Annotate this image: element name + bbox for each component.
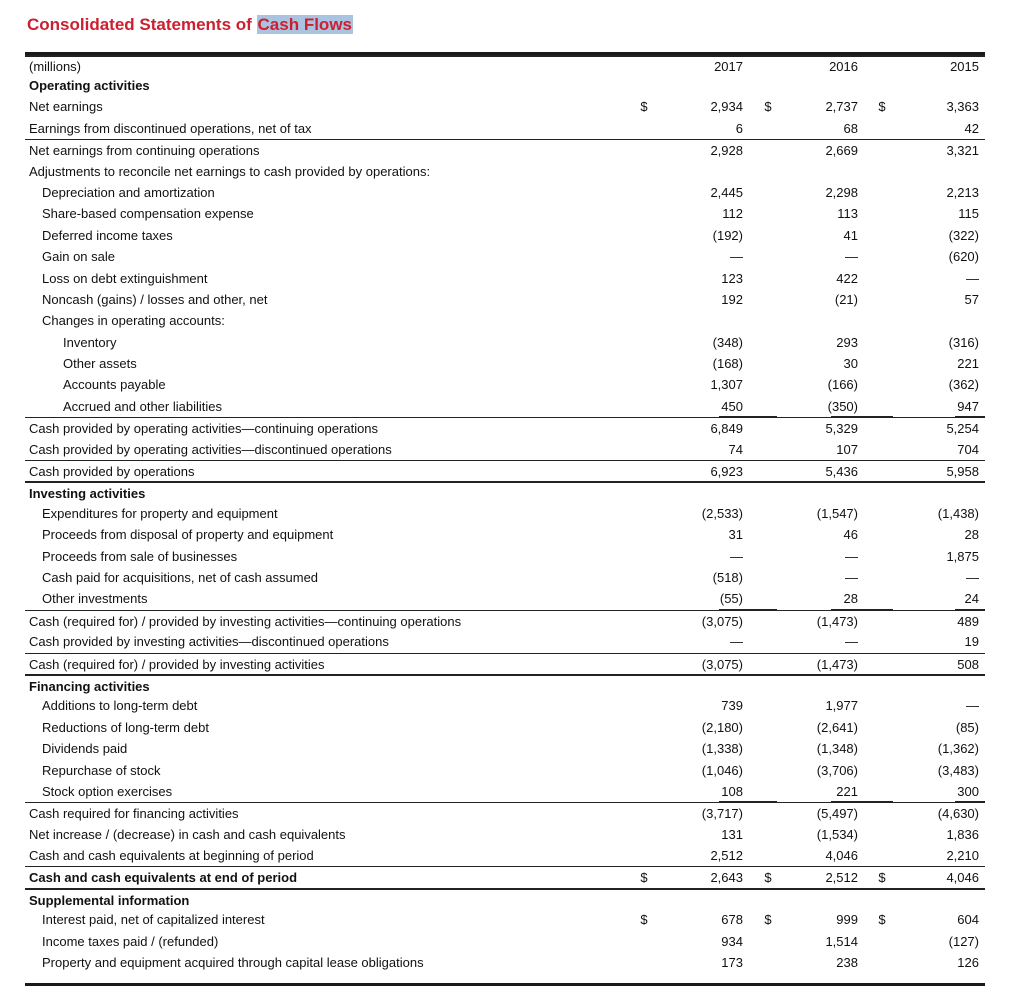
value-cell-2017: (3,075) (701, 613, 743, 629)
value-cell-2015: 57 (964, 291, 979, 307)
value-cell-2016: 4,046 (825, 848, 858, 864)
table-row (25, 439, 985, 460)
value-cell-2017: 123 (721, 270, 743, 286)
row-label: Cash and cash equivalents at beginning of period (29, 848, 314, 864)
table-row (25, 760, 985, 781)
value-cell-2016: 221 (836, 783, 858, 799)
table-row (25, 268, 985, 289)
row-label: Accrued and other liabilities (63, 398, 222, 414)
row-label: Other investments (42, 591, 148, 607)
table-row (25, 503, 985, 524)
value-cell-2017: 192 (721, 291, 743, 307)
value-cell-2015: (85) (955, 719, 979, 735)
value-cell-2015: 19 (964, 634, 979, 650)
value-cell-2017: 678 (721, 912, 743, 928)
value-cell-2015: (127) (948, 933, 979, 949)
table-row (25, 824, 985, 845)
value-cell-2017: (1,338) (701, 741, 743, 757)
row-label: Additions to long-term debt (42, 698, 198, 714)
table-row (25, 866, 985, 887)
cash-flow-table (25, 55, 985, 973)
table-row (25, 717, 985, 738)
value-cell-2017: 108 (721, 783, 743, 799)
value-cell-2015: — (966, 270, 979, 286)
value-cell-2017: 2,643 (710, 870, 743, 886)
currency-symbol: $ (764, 912, 772, 928)
value-cell-2017: (55) (719, 591, 743, 607)
value-cell-2016: 999 (836, 912, 858, 928)
value-cell-2016: — (845, 569, 858, 585)
value-cell-2017: (348) (712, 334, 743, 350)
row-label: Noncash (gains) / losses and other, net (42, 291, 268, 307)
table-row (25, 845, 985, 866)
value-cell-2016: 422 (836, 270, 858, 286)
value-cell-2016: — (845, 548, 858, 564)
table-row (25, 802, 985, 823)
currency-symbol: $ (764, 99, 772, 115)
table-row (25, 225, 985, 246)
value-cell-2015: 2,210 (946, 848, 979, 864)
row-label: Cash (required for) / provided by investing activities—continuing operations (29, 613, 462, 629)
currency-symbol: $ (640, 99, 648, 115)
row-label: Changes in operating accounts: (42, 313, 225, 329)
row-label: Cash provided by operating activities—continuing operations (29, 421, 379, 437)
currency-symbol: $ (640, 912, 648, 928)
value-cell-2017: 739 (721, 698, 743, 714)
table-row (25, 781, 985, 802)
value-cell-2015: 300 (957, 783, 979, 799)
value-cell-2015: 115 (958, 206, 979, 222)
table-row (25, 118, 985, 139)
value-cell-2015: 2,213 (946, 184, 979, 200)
value-cell-2016: 5,329 (825, 421, 858, 437)
statement-title (27, 15, 353, 35)
units-label: (millions) (29, 59, 81, 74)
value-cell-2016: — (845, 249, 858, 265)
row-label: Net earnings (29, 99, 103, 115)
row-label: Interest paid, net of capitalized interest (42, 912, 265, 928)
value-cell-2015: (1,438) (937, 505, 979, 521)
value-cell-2015: 704 (957, 441, 979, 457)
value-cell-2017: 131 (721, 826, 743, 842)
row-label: Proceeds from disposal of property and equipment (42, 527, 334, 543)
row-label: Cash paid for acquisitions, net of cash assumed (42, 569, 319, 585)
value-cell-2016: 46 (843, 527, 858, 543)
value-cell-2017: (1,046) (701, 762, 743, 778)
value-cell-2017: 2,928 (710, 143, 743, 159)
table-row (25, 460, 985, 481)
value-cell-2017: (518) (712, 569, 743, 585)
row-label: Expenditures for property and equipment (42, 505, 278, 521)
table-row (25, 310, 985, 331)
value-cell-2016: 5,436 (825, 464, 858, 480)
value-cell-2016: 2,298 (825, 184, 858, 200)
row-label: Stock option exercises (42, 783, 173, 799)
table-row (25, 952, 985, 973)
table-row (25, 695, 985, 716)
value-cell-2016: 2,737 (825, 99, 858, 115)
value-cell-2016: (350) (827, 398, 858, 414)
value-cell-2017: 1,307 (710, 377, 743, 393)
value-cell-2017: (2,533) (701, 505, 743, 521)
currency-symbol: $ (878, 912, 886, 928)
value-cell-2017: (3,717) (701, 806, 743, 822)
table-row (25, 546, 985, 567)
value-cell-2015: 5,958 (946, 464, 979, 480)
row-label: Dividends paid (42, 741, 128, 757)
value-cell-2017: (168) (712, 356, 743, 372)
row-label: Income taxes paid / (refunded) (42, 933, 219, 949)
value-cell-2016: (1,547) (816, 505, 858, 521)
title-prefix: Consolidated Statements of (27, 15, 257, 34)
table-bottom-rule (25, 983, 985, 986)
row-label: Cash provided by operating activities—discontinued operations (29, 441, 392, 457)
value-cell-2016: 107 (836, 441, 858, 457)
value-cell-2015: 42 (964, 120, 979, 136)
value-cell-2015: (3,483) (937, 762, 979, 778)
value-cell-2016: (1,534) (816, 826, 858, 842)
table-row (25, 417, 985, 438)
value-cell-2017: 2,445 (710, 184, 743, 200)
row-label: Other assets (63, 356, 137, 372)
value-cell-2016: 1,514 (825, 933, 858, 949)
row-label: Share-based compensation expense (42, 206, 254, 222)
table-row (25, 332, 985, 353)
row-label: Cash provided by investing activities—discontinued operations (29, 634, 389, 650)
value-cell-2016: (166) (827, 377, 858, 393)
value-cell-2016: (1,473) (816, 613, 858, 629)
value-cell-2015: 947 (957, 398, 979, 414)
row-label: Cash (required for) / provided by investing activities (29, 656, 325, 672)
value-cell-2017: 2,512 (710, 848, 743, 864)
row-label: Reductions of long-term debt (42, 719, 209, 735)
row-label: Cash required for financing activities (29, 806, 239, 822)
value-cell-2016: 2,669 (825, 143, 858, 159)
value-cell-2015: (316) (948, 334, 979, 350)
value-cell-2017: 6 (735, 120, 743, 136)
table-row (25, 139, 985, 160)
row-label: Loss on debt extinguishment (42, 270, 208, 286)
value-cell-2015: (362) (948, 377, 979, 393)
table-row (25, 396, 985, 417)
table-row (25, 289, 985, 310)
row-label: Accounts payable (63, 377, 166, 393)
value-cell-2017: 6,849 (710, 421, 743, 437)
year-header-2015: 2015 (950, 59, 979, 74)
value-cell-2017: 6,923 (710, 464, 743, 480)
value-cell-2017: 31 (728, 527, 743, 543)
table-row (25, 96, 985, 117)
value-cell-2016: 41 (843, 227, 858, 243)
value-cell-2015: 489 (957, 613, 979, 629)
row-label: Cash provided by operations (29, 464, 195, 480)
value-cell-2015: 1,836 (946, 826, 979, 842)
table-row (25, 374, 985, 395)
value-cell-2016: (1,348) (816, 741, 858, 757)
currency-symbol: $ (640, 870, 648, 886)
value-cell-2017: 74 (728, 441, 743, 457)
value-cell-2015: 4,046 (946, 870, 979, 886)
value-cell-2015: 3,363 (946, 99, 979, 115)
value-cell-2017: (3,075) (701, 656, 743, 672)
row-label: Depreciation and amortization (42, 184, 215, 200)
table-row (25, 481, 985, 502)
row-label: Financing activities (29, 678, 150, 694)
table-row (25, 203, 985, 224)
table-row (25, 524, 985, 545)
value-cell-2015: 508 (957, 656, 979, 672)
title-highlighted-text[interactable]: Cash Flows (257, 15, 352, 34)
currency-symbol: $ (878, 99, 886, 115)
row-label: Net increase / (decrease) in cash and cash equivalents (29, 826, 346, 842)
table-row (25, 161, 985, 182)
value-cell-2015: (1,362) (937, 741, 979, 757)
value-cell-2016: — (845, 634, 858, 650)
value-cell-2017: 112 (722, 206, 743, 222)
row-label: Repurchase of stock (42, 762, 161, 778)
value-cell-2016: (5,497) (816, 806, 858, 822)
table-row (25, 653, 985, 674)
value-cell-2017: (192) (712, 227, 743, 243)
value-cell-2017: — (730, 249, 743, 265)
year-header-2017: 2017 (714, 59, 743, 74)
value-cell-2016: 30 (843, 356, 858, 372)
value-cell-2017: 2,934 (710, 99, 743, 115)
row-label: Adjustments to reconcile net earnings to cash provided by operations: (29, 163, 431, 179)
table-row (25, 182, 985, 203)
value-cell-2015: 3,321 (946, 143, 979, 159)
row-label: Investing activities (29, 486, 146, 502)
table-row (25, 909, 985, 930)
value-cell-2016: (1,473) (816, 656, 858, 672)
value-cell-2016: 28 (843, 591, 858, 607)
table-row (25, 931, 985, 952)
value-cell-2017: (2,180) (701, 719, 743, 735)
currency-symbol: $ (764, 870, 772, 886)
value-cell-2015: (620) (948, 249, 979, 265)
table-row (25, 738, 985, 759)
value-cell-2016: (21) (834, 291, 858, 307)
table-row (25, 75, 985, 96)
table-header-row (25, 55, 985, 75)
value-cell-2017: 173 (721, 955, 743, 971)
table-row (25, 246, 985, 267)
value-cell-2017: — (730, 548, 743, 564)
row-label: Property and equipment acquired through capital lease obligations (42, 955, 424, 971)
value-cell-2017: — (730, 634, 743, 650)
value-cell-2016: (2,641) (816, 719, 858, 735)
value-cell-2015: 24 (964, 591, 979, 607)
table-row (25, 353, 985, 374)
value-cell-2015: 126 (957, 955, 979, 971)
value-cell-2016: 238 (836, 955, 858, 971)
value-cell-2015: 1,875 (946, 548, 979, 564)
table-row (25, 588, 985, 609)
value-cell-2016: 293 (836, 334, 858, 350)
value-cell-2016: (3,706) (816, 762, 858, 778)
row-label: Cash and cash equivalents at end of period (29, 870, 298, 886)
table-row (25, 888, 985, 909)
table-row (25, 567, 985, 588)
row-label: Supplemental information (29, 892, 190, 908)
value-cell-2016: 68 (843, 120, 858, 136)
value-cell-2017: 450 (721, 398, 743, 414)
value-cell-2015: 5,254 (946, 421, 979, 437)
table-row (25, 674, 985, 695)
value-cell-2015: — (966, 569, 979, 585)
table-row (25, 631, 985, 652)
value-cell-2015: 28 (964, 527, 979, 543)
row-label: Deferred income taxes (42, 227, 173, 243)
row-label: Gain on sale (42, 249, 115, 265)
value-cell-2015: — (966, 698, 979, 714)
value-cell-2017: 934 (721, 933, 743, 949)
table-row (25, 610, 985, 631)
row-label: Earnings from discontinued operations, net of tax (29, 120, 312, 136)
row-label: Operating activities (29, 78, 150, 93)
value-cell-2015: 221 (957, 356, 979, 372)
value-cell-2016: 1,977 (825, 698, 858, 714)
year-header-2016: 2016 (829, 59, 858, 74)
value-cell-2016: 113 (837, 206, 858, 222)
row-label: Inventory (63, 334, 117, 350)
value-cell-2015: (322) (948, 227, 979, 243)
value-cell-2015: 604 (957, 912, 979, 928)
row-label: Proceeds from sale of businesses (42, 548, 238, 564)
value-cell-2016: 2,512 (825, 870, 858, 886)
currency-symbol: $ (878, 870, 886, 886)
value-cell-2015: (4,630) (937, 806, 979, 822)
row-label: Net earnings from continuing operations (29, 143, 260, 159)
